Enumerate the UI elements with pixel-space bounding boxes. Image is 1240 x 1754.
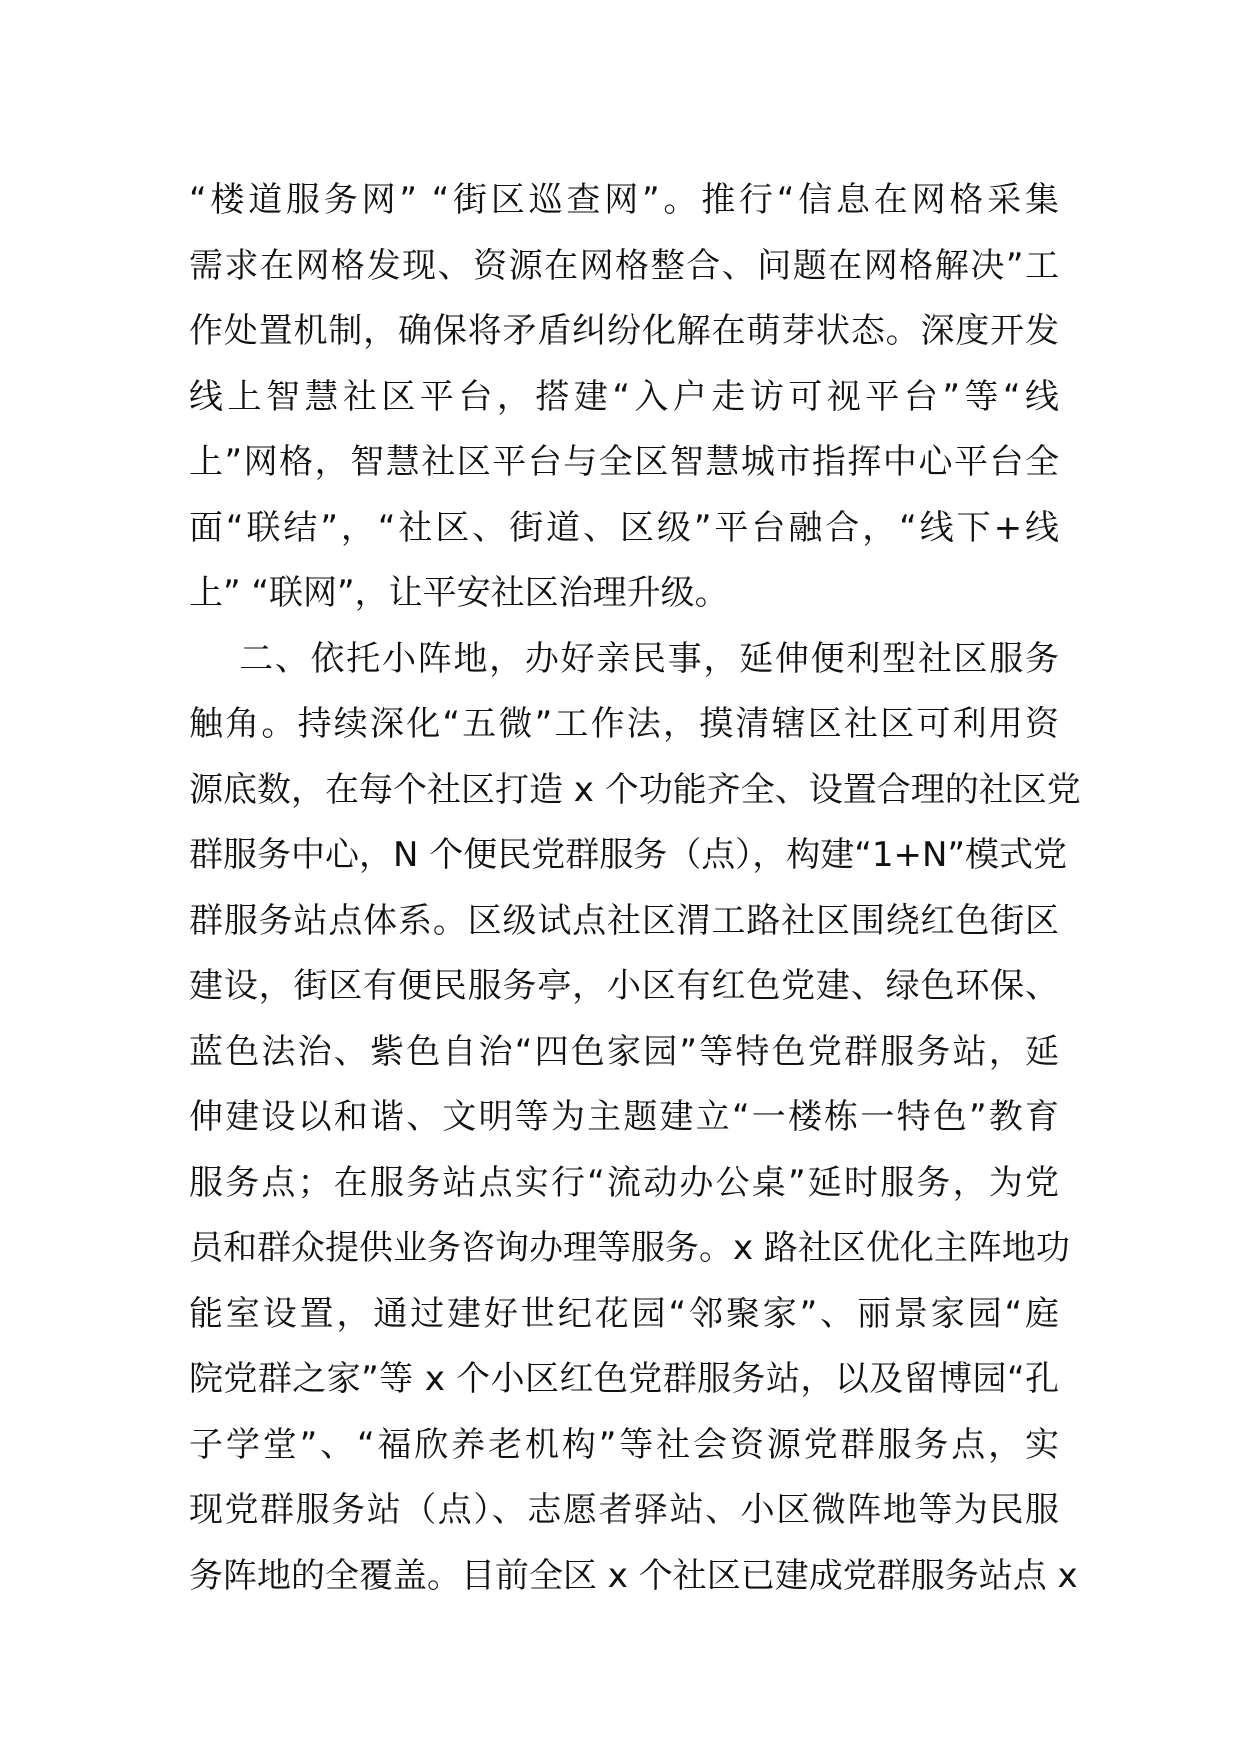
text-line: 子学堂”、“福欣养老机构”等社会资源党群服务点，实	[189, 1424, 1059, 1465]
text-line: 作处置机制，确保将矛盾纠纷化解在萌芽状态。深度开发	[189, 311, 1059, 351]
text-line: 触角。持续深化“五微”工作法，摸清辖区社区可利用资	[189, 704, 1059, 744]
text-line: 上”网格，智慧社区平台与全区智慧城市指挥中心平台全	[189, 442, 1059, 482]
text-line: 源底数，在每个社区打造 x 个功能齐全、设置合理的社区党	[189, 769, 1081, 810]
text-line: 线上智慧社区平台，搭建“入户走访可视平台”等“线	[189, 376, 1059, 417]
section-heading-line: 二、依托小阵地，办好亲民事，延伸便利型社区服务	[189, 638, 1059, 679]
text-line: 上” “联网”，让平安社区治理升级。	[189, 573, 729, 613]
body-text	[189, 168, 1081, 1609]
text-line: 面“联结”，“社区、街道、区级”平台融合，“线下+线	[189, 507, 1059, 548]
text-line: 需求在网格发现、资源在网格整合、问题在网格解决”工	[189, 245, 1059, 286]
text-line: 建设，街区有便民服务亭，小区有红色党建、绿色环保、	[189, 966, 1059, 1006]
text-line: 群服务中心，N 个便民党群服务（点），构建“1+N”模式党	[189, 835, 1068, 875]
text-line: 服务点；在服务站点实行“流动办公桌”延时服务，为党	[189, 1162, 1059, 1203]
text-line: “楼道服务网” “街区巡查网”。推行“信息在网格采集	[189, 180, 1059, 220]
text-line: 院党群之家”等 x 个小区红色党群服务站，以及留博园“孔	[189, 1359, 1059, 1399]
text-line: 员和群众提供业务咨询办理等服务。x 路社区优化主阵地功	[189, 1228, 1070, 1268]
text-line: 能室设置，通过建好世纪花园“邻聚家”、丽景家园“庭	[189, 1293, 1059, 1334]
text-line: 蓝色法治、紫色自治“四色家园”等特色党群服务站，延	[189, 1031, 1059, 1072]
text-line: 务阵地的全覆盖。目前全区 x 个社区已建成党群服务站点 x	[189, 1555, 1078, 1596]
text-line: 伸建设以和谐、文明等为主题建立“一楼栋一特色”教育	[189, 1097, 1059, 1137]
text-line: 现党群服务站（点）、志愿者驿站、小区微阵地等为民服	[189, 1490, 1059, 1530]
text-line: 群服务站点体系。区级试点社区渭工路社区围绕红色街区	[189, 900, 1059, 941]
